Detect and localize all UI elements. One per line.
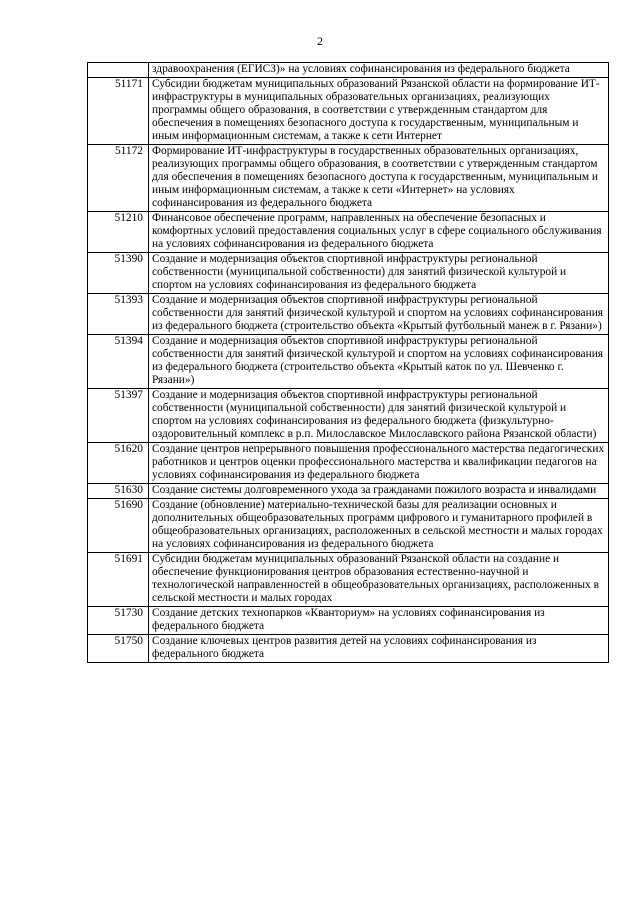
budget-code-cell — [88, 63, 149, 78]
budget-description-cell: Создание и модернизация объектов спортивной инфраструктуры региональной собственности для занятий физической культурой и спортом на условиях софинансирования из федерального бюджета (строительство объекта «Крытый футбольный манеж в г. Рязани») — [149, 294, 609, 335]
table-row — [88, 389, 609, 443]
budget-code-cell: 51750 — [88, 635, 149, 663]
budget-code-cell: 51393 — [88, 294, 149, 335]
budget-description-cell: Создание и модернизация объектов спортивной инфраструктуры региональной собственности (муниципальной собственности) для занятий физической культурой и спортом на условиях софинансирования из федерального бюджета (физкультурно-оздоровительный комплекс в р.п. Милославское Милославского района Рязанской области) — [149, 389, 609, 443]
table-row — [88, 253, 609, 294]
budget-code-cell: 51630 — [88, 484, 149, 499]
budget-description-cell: Создание детских технопарков «Кванториум» на условиях софинансирования из федерального бюджета — [149, 607, 609, 635]
table-row — [88, 63, 609, 78]
table-row — [88, 499, 609, 553]
budget-code-cell: 51210 — [88, 212, 149, 253]
budget-description-cell: Финансовое обеспечение программ, направленных на обеспечение безопасных и комфортных условий предоставления социальных услуг в сфере социального обслуживания на условиях софинансирования из федерального бюджета — [149, 212, 609, 253]
budget-code-cell: 51691 — [88, 553, 149, 607]
budget-description-cell: Создание и модернизация объектов спортивной инфраструктуры региональной собственности (муниципальной собственности) для занятий физической культурой и спортом на условиях софинансирования из федерального бюджета — [149, 253, 609, 294]
budget-code-cell: 51730 — [88, 607, 149, 635]
budget-code-cell: 51171 — [88, 78, 149, 145]
table-body — [88, 63, 609, 663]
budget-code-cell: 51620 — [88, 443, 149, 484]
budget-code-cell: 51390 — [88, 253, 149, 294]
page-number: 2 — [317, 34, 323, 48]
budget-description-cell: здравоохранения (ЕГИСЗ)» на условиях софинансирования из федерального бюджета — [149, 63, 609, 78]
table-row — [88, 553, 609, 607]
table-row — [88, 443, 609, 484]
table-row — [88, 212, 609, 253]
budget-description-cell: Субсидии бюджетам муниципальных образований Рязанской области на создание и обеспечение функционирования центров образования естественно-научной и технологической направленностей в общеобразовательных организациях, расположенных в сельской местности и малых городах — [149, 553, 609, 607]
table-row — [88, 294, 609, 335]
table-row — [88, 607, 609, 635]
budget-description-cell: Субсидии бюджетам муниципальных образований Рязанской области на формирование ИТ-инфраструктуры в муниципальных образовательных организациях, реализующих программы общего образования, в соответствии с утвержденным стандартом для обеспечения в помещениях безопасного доступа к государственным, муниципальным и иным информационным системам, а также к сети Интернет — [149, 78, 609, 145]
budget-code-cell: 51394 — [88, 335, 149, 389]
budget-description-cell: Формирование ИТ-инфраструктуры в государственных образовательных организациях, реализующих программы общего образования, в соответствии с утвержденным стандартом для обеспечения в помещениях безопасного доступа к государственным, муниципальным и иным информационным системам, а также к сети «Интернет» на условиях софинансирования из федерального бюджета — [149, 145, 609, 212]
table-row — [88, 635, 609, 663]
budget-description-cell: Создание центров непрерывного повышения профессионального мастерства педагогических работников и центров оценки профессионального мастерства и квалификации педагогов на условиях софинансирования из федерального бюджета — [149, 443, 609, 484]
budget-description-cell: Создание системы долговременного ухода за гражданами пожилого возраста и инвалидами — [149, 484, 609, 499]
table-row — [88, 484, 609, 499]
budget-codes-table — [87, 62, 609, 663]
table-row — [88, 145, 609, 212]
budget-description-cell: Создание (обновление) материально-технической базы для реализации основных и дополнительных общеобразовательных программ цифрового и гуманитарного профилей в общеобразовательных организациях, расположенных в сельской местности и малых городах на условиях софинансирования из федерального бюджета — [149, 499, 609, 553]
budget-description-cell: Создание и модернизация объектов спортивной инфраструктуры региональной собственности для занятий физической культурой и спортом на условиях софинансирования из федерального бюджета (строительство объекта «Крытый каток по ул. Шевченко г. Рязани») — [149, 335, 609, 389]
budget-code-cell: 51172 — [88, 145, 149, 212]
table-row — [88, 78, 609, 145]
table-row — [88, 335, 609, 389]
budget-description-cell: Создание ключевых центров развития детей на условиях софинансирования из федерального бюджета — [149, 635, 609, 663]
budget-code-cell: 51690 — [88, 499, 149, 553]
budget-code-cell: 51397 — [88, 389, 149, 443]
